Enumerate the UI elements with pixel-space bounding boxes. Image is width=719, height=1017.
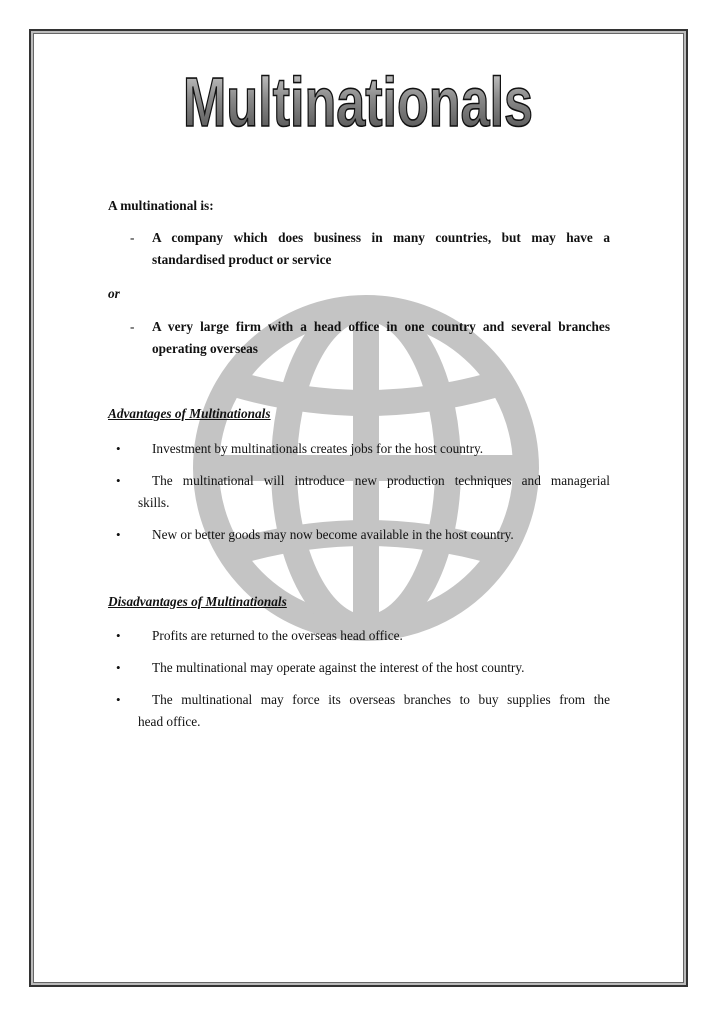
bullet-icon: • [116, 628, 121, 643]
definition-intro: A multinational is: [108, 198, 214, 213]
definition-item-2-line-1: A very large firm with a head office in one country and several branches [152, 319, 610, 334]
disadvantage-item-3-line-2: head office. [138, 714, 201, 729]
advantage-item-2-line-1: The multinational will introduce new production techniques and managerial [152, 473, 610, 488]
bullet-icon: • [116, 473, 121, 488]
dash-marker: - [130, 319, 135, 334]
disadvantages-heading: Disadvantages of Multinationals [108, 594, 287, 609]
disadvantage-item-1: Profits are returned to the overseas head office. [152, 628, 403, 643]
advantage-item-3: New or better goods may now become available in the host country. [152, 527, 514, 542]
bullet-icon: • [116, 527, 121, 542]
disadvantage-item-3-line-1: The multinational may force its overseas branches to buy supplies from the [152, 692, 610, 707]
bullet-icon: • [116, 441, 121, 456]
definition-or: or [108, 286, 120, 301]
definition-item-2-line-2: operating overseas [152, 341, 258, 356]
bullet-icon: • [116, 692, 121, 707]
dash-marker: - [130, 230, 135, 245]
bullet-icon: • [116, 660, 121, 675]
definition-item-1-line-2: standardised product or service [152, 252, 332, 267]
title-text: Multinationals [183, 63, 533, 141]
advantages-heading: Advantages of Multinationals [108, 406, 271, 421]
advantage-item-1: Investment by multinationals creates jobs for the host country. [152, 441, 484, 456]
advantage-item-2-line-2: skills. [138, 495, 170, 510]
definition-item-1-line-1: A company which does business in many countries, but may have a [152, 230, 610, 245]
page-title [0, 62, 719, 142]
disadvantage-item-2: The multinational may operate against the interest of the host country. [152, 660, 525, 675]
